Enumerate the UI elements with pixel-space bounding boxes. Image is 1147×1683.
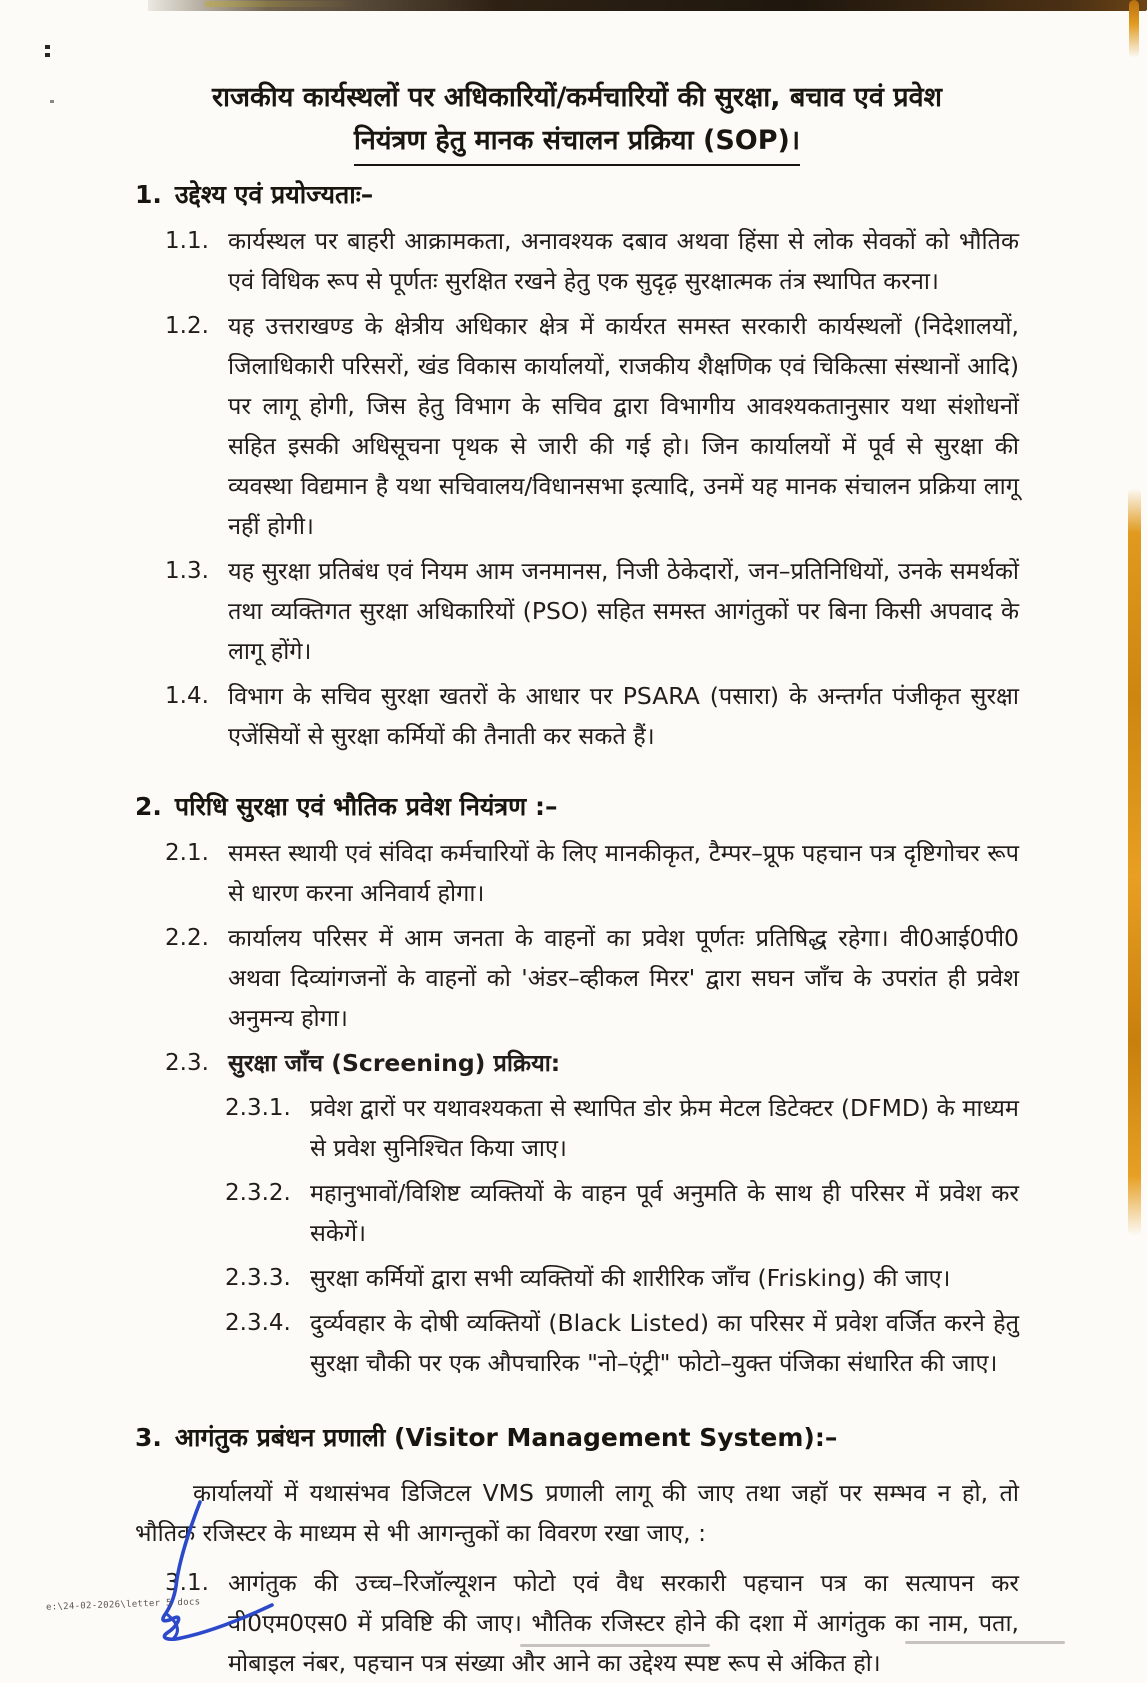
clause-text: महानुभावों/विशिष्ट व्यक्तियों के वाहन पूर्व अनुमति के साथ ही परिसर में प्रवेश कर सकेगें। — [310, 1179, 1019, 1247]
clause-text: आगंतुक की उच्च–रिजॉल्यूशन फोटो एवं वैध सरकारी पहचान पत्र का सत्यापन कर वी0एम0एस0 में प्रविष्टि की जाए। भौतिक रजिस्टर होने की दशा में आगंतुक का नाम, पता, मोबाइल नंबर, पहचान पत्र संख्या और आने का उद्देश्य स्पष्ट रूप से अंकित हो। — [228, 1569, 1019, 1677]
clause-1-3 — [135, 551, 1019, 671]
clause-number: 2.3.4. — [225, 1310, 291, 1336]
clause-number: 3.1. — [165, 1570, 209, 1596]
clause-number: 2.1. — [165, 840, 209, 866]
scan-edge-strip-right — [1128, 488, 1141, 1236]
section-1-title: उद्देश्य एवं प्रयोज्यताः– — [174, 180, 374, 209]
clause-text: दुर्व्यवहार के दोषी व्यक्तियों (Black Listed) का परिसर में प्रवेश वर्जित करने हेतु सुरक्षा चौकी पर एक औपचारिक "नो–एंट्री" फोटो–युक्त पंजिका संधारित की जाए। — [310, 1309, 1019, 1377]
clause-2-3-2 — [135, 1173, 1019, 1253]
clause-text: सुरक्षा कर्मियों द्वारा सभी व्यक्तियों की शारीरिक जाँच (Frisking) की जाए। — [310, 1264, 951, 1292]
scan-speck — [45, 53, 50, 57]
scan-edge-strip-right-top — [1129, 0, 1139, 58]
clause-1-2 — [135, 306, 1019, 546]
clause-1-4 — [135, 676, 1019, 756]
clause-2-3-4 — [135, 1303, 1019, 1383]
scan-speck — [45, 45, 50, 49]
section-objectives — [135, 174, 1019, 756]
section-3-number: 3. — [135, 1423, 162, 1452]
clause-text: यह उत्तराखण्ड के क्षेत्रीय अधिकार क्षेत्र में कार्यरत समस्त सरकारी कार्यस्थलों (निदेशालयों, जिलाधिकारी परिसरों, खंड विकास कार्यालयों, राजकीय शैक्षणिक एवं चिकित्सा संस्थानों आदि) पर लागू होगी, जिस हेतु विभाग के सचिव द्वारा विभागीय आवश्यकतानुसार यथा संशोधनों सहित इसकी अधिसूचना पृथक से जारी की गई हो। जिन कार्यालयों में पूर्व से सुरक्षा की व्यवस्था विद्यमान है यथा सचिवालय/विधानसभा इत्यादि, उनमें यह मानक संचालन प्रक्रिया लागू नहीं होगी। — [228, 312, 1019, 540]
clause-number: 1.3. — [165, 558, 209, 584]
section-1-heading — [135, 174, 1019, 216]
section-3-intro-paragraph: कार्यालयों में यथासंभव डिजिटल VMS प्रणाली लागू की जाए तथा जहॉ पर सम्भव न हो, तो भौतिक रजिस्टर के माध्यम से भी आगन्तुकों का विवरण रखा जाए, : — [135, 1479, 1019, 1547]
scan-edge-band-highlight — [205, 1, 355, 7]
footer-file-note: e:\24-02-2026\letter 5 docs — [45, 1597, 201, 1613]
title-line-1: राजकीय कार्यस्थलों पर अधिकारियों/कर्मचारियों की सुरक्षा, बचाव एवं प्रवेश — [211, 82, 943, 113]
clause-2-3-1 — [135, 1088, 1019, 1168]
clause-number: 1.1. — [165, 228, 209, 254]
section-2-title: परिधि सुरक्षा एवं भौतिक प्रवेश नियंत्रण :– — [174, 792, 558, 821]
clause-text: विभाग के सचिव सुरक्षा खतरों के आधार पर PSARA (पसारा) के अन्तर्गत पंजीकृत सुरक्षा एजेंसियों से सुरक्षा कर्मियों की तैनाती कर सकते हैं। — [228, 682, 1019, 750]
clause-text: सुरक्षा जाँच (Screening) प्रक्रिया: — [228, 1049, 561, 1077]
section-2-number: 2. — [135, 792, 162, 821]
section-1-number: 1. — [135, 180, 162, 209]
section-2-heading — [135, 786, 1019, 828]
clause-number: 2.3.2. — [225, 1180, 291, 1206]
clause-text: कार्यालय परिसर में आम जनता के वाहनों का प्रवेश पूर्णतः प्रतिषिद्ध रहेगा। वी0आई0पी0 अथवा दिव्यांगजनों के वाहनों को 'अंडर–व्हीकल मिरर' द्वारा सघन जाँच के उपरांत ही प्रवेश अनुमन्य होगा। — [228, 924, 1019, 1032]
clause-2-3-3 — [135, 1258, 1019, 1298]
clause-number: 2.3.1. — [225, 1095, 291, 1121]
clause-2-1 — [135, 833, 1019, 913]
clause-number: 2.3.3. — [225, 1265, 291, 1291]
clause-number: 2.3. — [165, 1050, 209, 1076]
document-title — [135, 76, 1019, 166]
clause-text: कार्यस्थल पर बाहरी आक्रामकता, अनावश्यक दबाव अथवा हिंसा से लोक सेवकों को भौतिक एवं विधिक रूप से पूर्णतः सुरक्षित रखने हेतु एक सुदृढ़ सुरक्षात्मक तंत्र स्थापित करना। — [228, 227, 1019, 295]
clause-number: 1.2. — [165, 313, 209, 339]
section-3-title: आगंतुक प्रबंधन प्रणाली (Visitor Management System):– — [174, 1423, 838, 1452]
scan-speck — [50, 100, 54, 103]
clause-2-2 — [135, 918, 1019, 1038]
handwritten-signature — [138, 1498, 278, 1648]
section-3-heading — [135, 1417, 1019, 1459]
clause-2-3 — [135, 1043, 1019, 1083]
clause-text: समस्त स्थायी एवं संविदा कर्मचारियों के लिए मानकीकृत, टैम्पर–प्रूफ पहचान पत्र दृष्टिगोचर रूप से धारण करना अनिवार्य होगा। — [228, 839, 1019, 907]
clause-number: 1.4. — [165, 683, 209, 709]
document-content — [135, 76, 1019, 1683]
title-line-2: नियंत्रण हेतु मानक संचालन प्रक्रिया (SOP)। — [354, 119, 800, 166]
clause-number: 2.2. — [165, 925, 209, 951]
section-perimeter-security — [135, 786, 1019, 1383]
clause-1-1 — [135, 221, 1019, 301]
clause-text: प्रवेश द्वारों पर यथावश्यकता से स्थापित डोर फ्रेम मेटल डिटेक्टर (DFMD) के माध्यम से प्रवेश सुनिश्चित किया जाए। — [310, 1094, 1019, 1162]
clause-text: यह सुरक्षा प्रतिबंध एवं नियम आम जनमानस, निजी ठेकेदारों, जन–प्रतिनिधियों, उनके समर्थकों तथा व्यक्तिगत सुरक्षा अधिकारियों (PSO) सहित समस्त आगंतुकों पर बिना किसी अपवाद के लागू होंगे। — [228, 557, 1019, 665]
